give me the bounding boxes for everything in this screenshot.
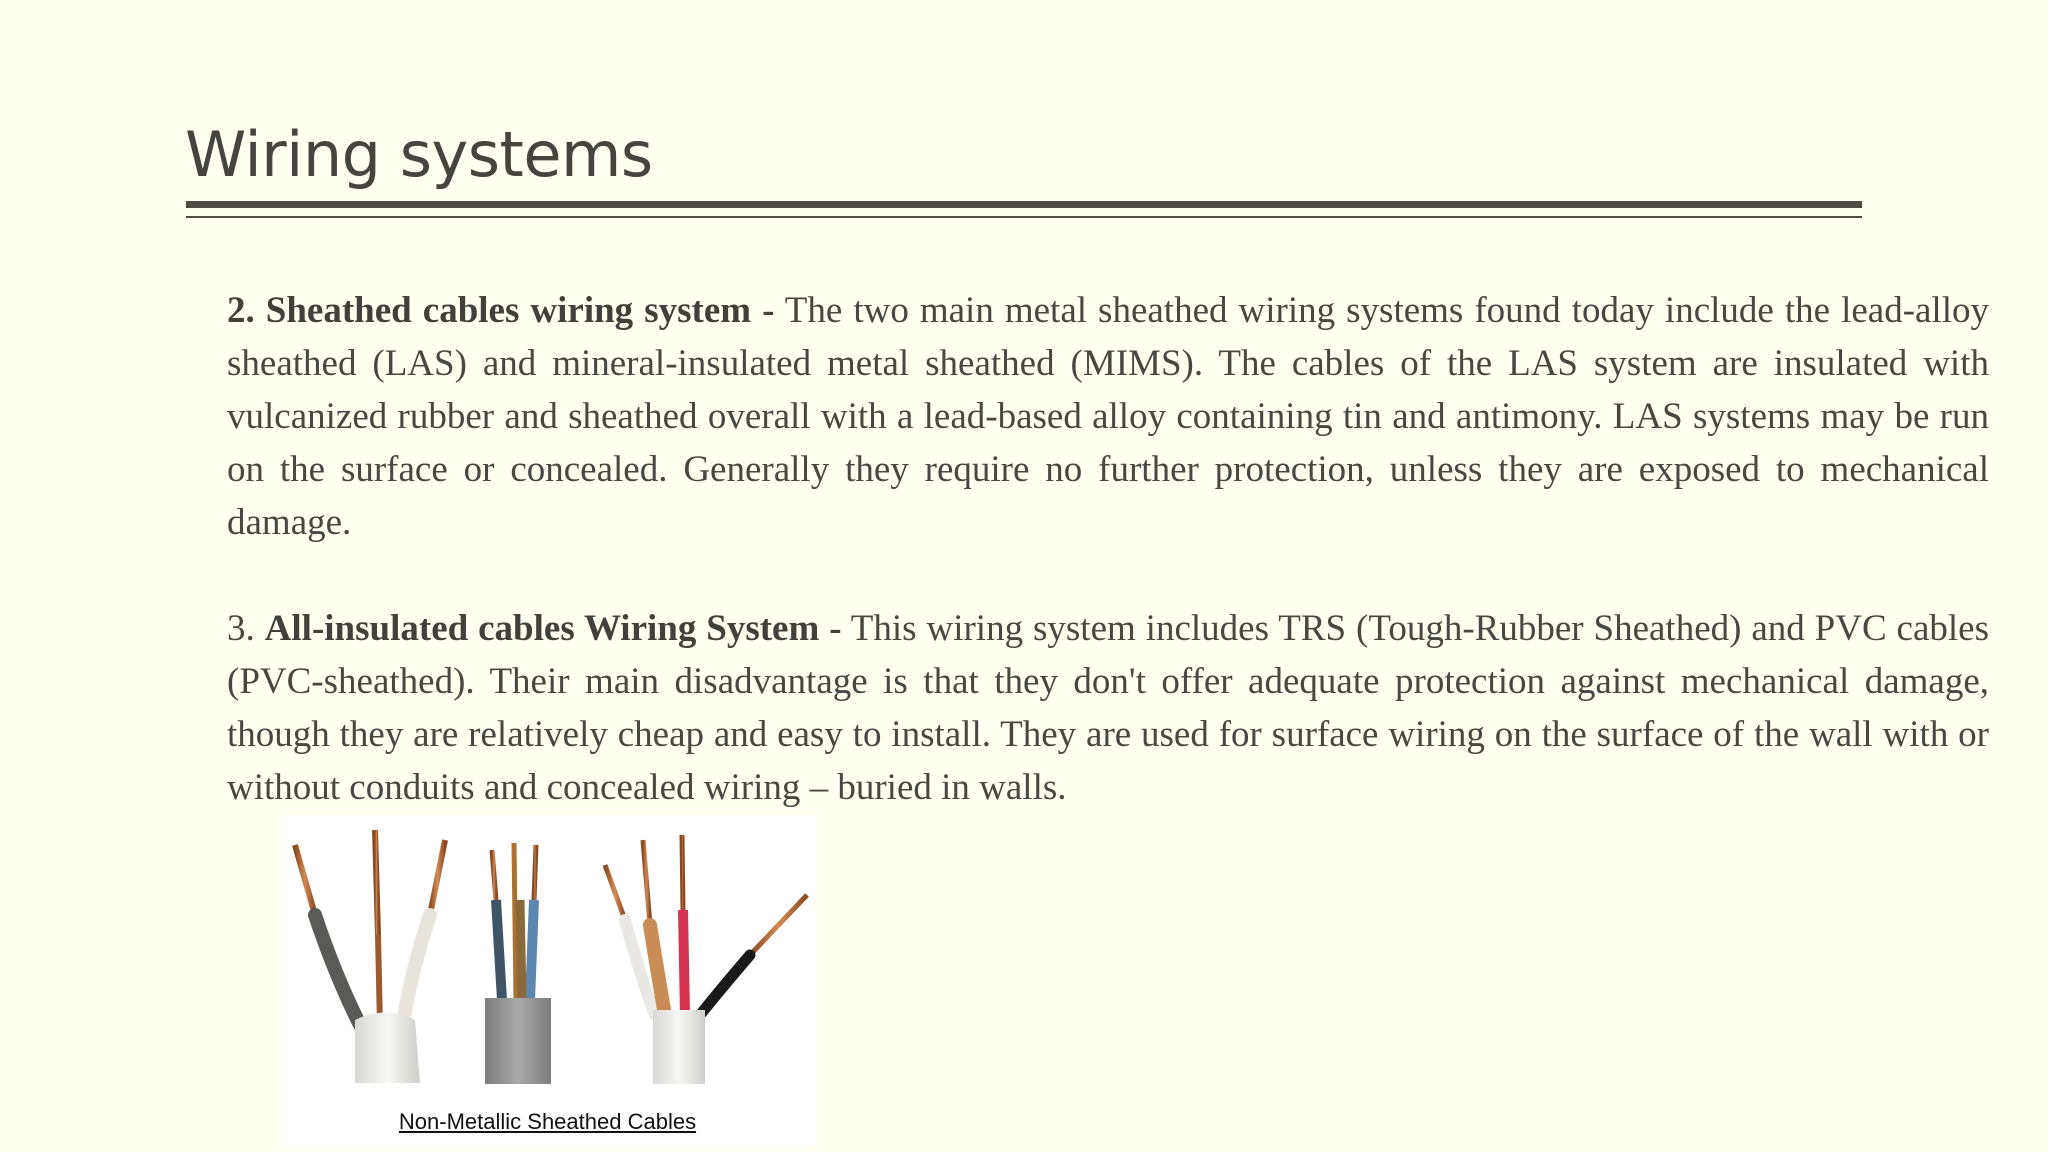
figure-caption: Non-Metallic Sheathed Cables xyxy=(398,1109,697,1134)
paragraph-heading: All-insulated cables Wiring System - xyxy=(264,608,842,649)
cable-2-icon xyxy=(485,843,551,1084)
cable-1-icon xyxy=(295,830,445,1083)
cable-3-icon xyxy=(605,835,807,1084)
paragraph-text: This wiring system includes TRS (Tough-Rubber Sheathed) and PVC cables (PVC-sheathed). Their main disadvantage is that they don't offer adequate protection against mechanical damage, though they are relatively cheap and easy to install. They are used for surface wiring on the surface of the wall with or without conduits and concealed wiring – buried in walls. xyxy=(227,608,1990,808)
paragraph-number: 2. xyxy=(227,290,255,331)
cables-illustration xyxy=(280,815,815,1105)
paragraph-heading: Sheathed cables wiring system - xyxy=(265,290,775,331)
paragraph-number: 3. xyxy=(227,608,255,649)
cables-figure xyxy=(280,815,815,1147)
paragraph-text: The two main metal sheathed wiring systems found today include the lead-alloy sheathed (LAS) and mineral-insulated metal sheathed (MIMS). The cables of the LAS system are insulated with vulcanized rubber and sheathed overall with a lead-based alloy containing tin and antimony. LAS systems may be run on the surface or concealed. Generally they require no further protection, unless they are exposed to mechanical damage. xyxy=(227,290,1989,543)
title-rule-thin xyxy=(186,216,1862,218)
paragraph-all-insulated-cables xyxy=(227,602,1989,814)
paragraph-sheathed-cables xyxy=(227,284,1989,549)
title-rule-thick xyxy=(186,201,1862,208)
content-body xyxy=(227,284,1989,814)
slide-title: Wiring systems xyxy=(185,118,653,191)
